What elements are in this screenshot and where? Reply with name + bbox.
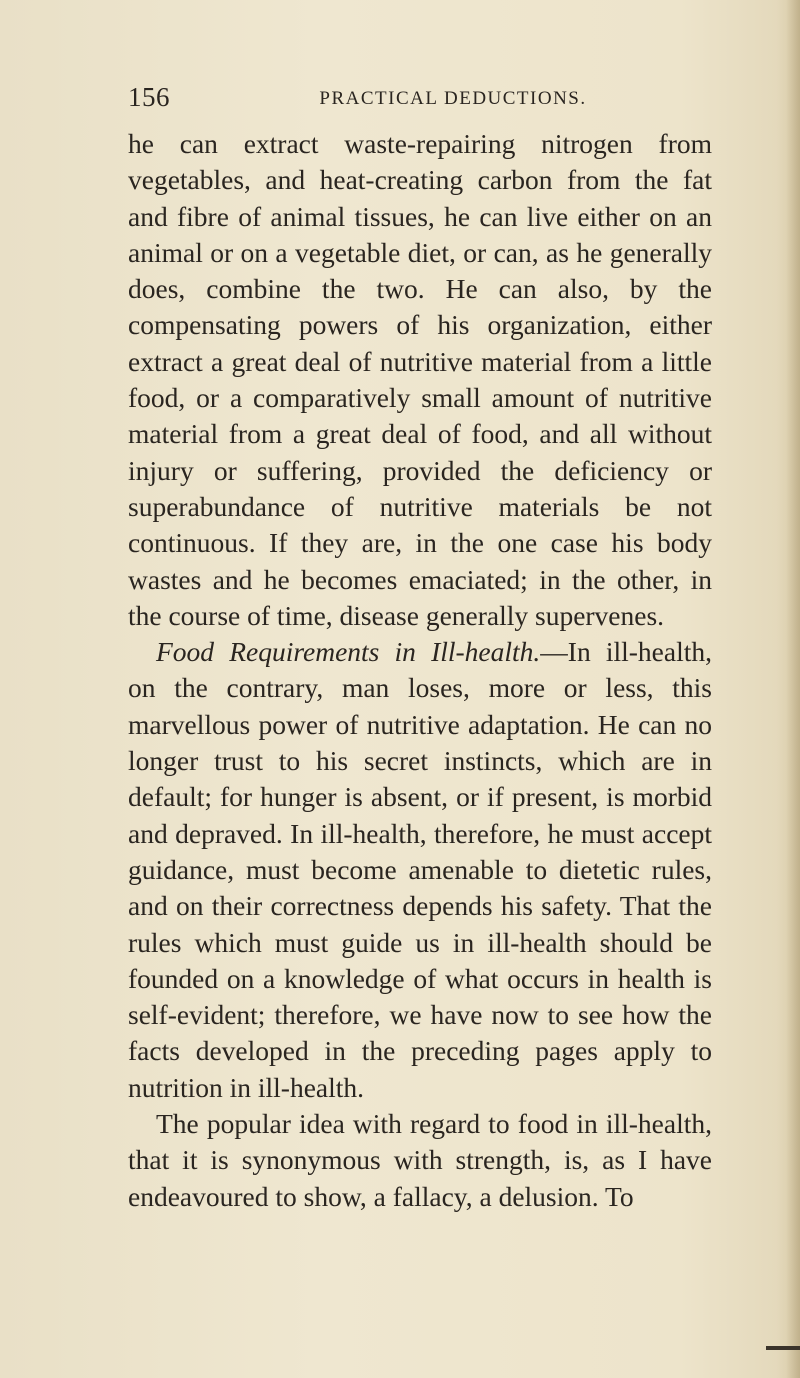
body-text [128, 126, 712, 1215]
page-corner-mark [766, 1346, 800, 1350]
paragraph-2-text: —In ill-health, on the contrary, man loses, more or less, this marvellous power of nutritive adaptation. He can no longer trust to his secret instincts, which are in default; for hunger is absent, or if present, is morbid and depraved. In ill-health, therefore, he must accept guidance, must become amenable to dietetic rules, and on their correctness depends his safety. That the rules which must guide us in ill-health should be founded on a knowledge of what occurs in health is self-evident; therefore, we have now to see how the facts developed in the preceding pages apply to nutrition in ill-health. [128, 636, 712, 1103]
page-edge-shadow [786, 0, 800, 1378]
page-header [128, 82, 718, 116]
section-heading: Food Requirements in Ill-health. [156, 636, 541, 668]
paragraph-1: he can extract waste-repairing nitrogen from vegetables, and heat-creating carbon from the fat and fibre of animal tissues, he can live either on an animal or on a vegetable diet, or can, as he generally does, combine the two. He can also, by the compensating powers of his organization, either extract a great deal of nutritive material from a little food, or a comparatively small amount of nutritive material from a great deal of food, and all without injury or suffering, provided the deficiency or superabundance of nutritive materials be not continuous. If they are, in the one case his body wastes and he becomes emaciated; in the other, in the course of time, disease generally supervenes. [128, 128, 712, 631]
paragraph-3: The popular idea with regard to food in ill-health, that it is synonymous with strength, is, as I have endeavoured to show, a fallacy, a delusion. To [128, 1108, 712, 1212]
running-head: PRACTICAL DEDUCTIONS. [319, 88, 587, 109]
page-number: 156 [128, 82, 170, 112]
paragraph-2 [128, 634, 712, 1106]
